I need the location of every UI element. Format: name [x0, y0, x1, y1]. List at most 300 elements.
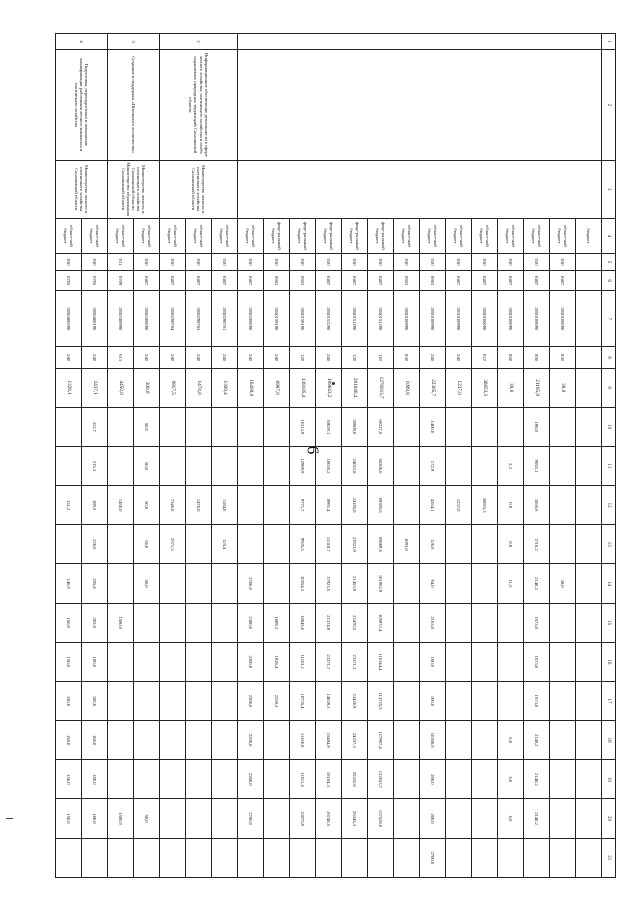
year-value-cell: [186, 407, 212, 446]
year-value-cell: 200,0: [420, 760, 446, 799]
year-value-cell: [576, 446, 602, 485]
funding-source-cell: област-ной бюджет: [446, 218, 472, 253]
year-value-cell: 17923,5: [316, 564, 342, 603]
year-value-cell: 94,0: [420, 564, 446, 603]
year-value-cell: [394, 799, 420, 838]
year-value-cell: 12909,9: [290, 446, 316, 485]
year-value-cell: [212, 721, 238, 760]
total-value-cell: 281046,4: [342, 368, 368, 407]
budget-table: [55, 33, 616, 878]
year-value-cell: 180,0: [82, 760, 108, 799]
year-value-cell: [264, 838, 290, 877]
target-article-cell: 2050298763: [186, 291, 212, 347]
year-value-cell: [550, 681, 576, 720]
year-value-cell: [108, 564, 134, 603]
year-value-cell: [446, 760, 472, 799]
year-value-cell: 220,0: [82, 525, 108, 564]
grbs-code-cell: 030: [212, 254, 238, 271]
section-code-cell: 0407: [316, 271, 342, 291]
year-value-cell: [186, 603, 212, 642]
year-value-cell: [394, 564, 420, 603]
section-code-cell: 0407: [186, 271, 212, 291]
year-value-cell: 2148,2: [524, 760, 550, 799]
year-value-cell: [264, 525, 290, 564]
section-code-cell: 0705: [82, 271, 108, 291]
page-number: 6: [303, 445, 323, 455]
year-value-cell: [160, 603, 186, 642]
target-article-cell: 2050100990: [420, 291, 446, 347]
total-value-cell: 6987,0: [264, 368, 290, 407]
header-cell: 10: [602, 407, 616, 446]
grbs-code-cell: 030: [550, 254, 576, 271]
year-value-cell: 16313,9: [290, 407, 316, 446]
year-value-cell: [160, 721, 186, 760]
expense-type-cell: 850: [498, 347, 524, 368]
year-value-cell: [368, 838, 394, 877]
year-value-cell: [576, 681, 602, 720]
expense-type-cell: 240: [264, 347, 290, 368]
year-value-cell: 122653,7: [368, 760, 394, 799]
expense-type-cell: 240: [316, 347, 342, 368]
year-value-cell: 69889,6: [368, 525, 394, 564]
year-value-cell: [56, 838, 82, 877]
table-row: [82, 34, 108, 878]
target-article-cell: 2010100990: [446, 291, 472, 347]
year-value-cell: [108, 721, 134, 760]
year-value-cell: 205,8: [82, 564, 108, 603]
total-value-cell: 39,6: [498, 368, 524, 407]
year-value-cell: 101962,9: [368, 564, 394, 603]
total-value-cell: 9917,5: [160, 368, 186, 407]
grbs-code-cell: 030: [420, 254, 446, 271]
target-article-cell: 2050100090: [472, 291, 498, 347]
expense-type-cell: 622: [472, 347, 498, 368]
year-value-cell: [394, 446, 420, 485]
year-value-cell: 50,0: [134, 486, 160, 525]
funding-source-cell: феде-ральный бюджет: [264, 218, 290, 253]
year-value-cell: [576, 564, 602, 603]
year-value-cell: 21923,9: [342, 525, 368, 564]
funding-source-cell: област-ной бюджет: [550, 218, 576, 253]
header-cell: 14: [602, 564, 616, 603]
year-value-cell: [472, 799, 498, 838]
year-value-cell: [238, 407, 264, 446]
year-value-cell: 2259,3: [264, 681, 290, 720]
year-value-cell: 150,0: [56, 603, 82, 642]
year-value-cell: 15484,9: [316, 721, 342, 760]
funding-source-cell: област-ной бюджет: [212, 218, 238, 253]
funding-source-cell: област-ной бюджет: [472, 218, 498, 253]
year-value-cell: 127528,6: [368, 799, 394, 838]
year-value-cell: [212, 838, 238, 877]
grbs-code-cell: 030: [134, 254, 160, 271]
year-value-cell: 172,9: [420, 446, 446, 485]
year-value-cell: 11166,8: [290, 721, 316, 760]
year-value-cell: [472, 446, 498, 485]
expense-type-cell: 120: [342, 347, 368, 368]
year-value-cell: [212, 642, 238, 681]
section-code-cell: 0407: [212, 271, 238, 291]
year-value-cell: [550, 721, 576, 760]
target-article-cell: 2050400590: [56, 291, 82, 347]
year-value-cell: 150,0: [56, 681, 82, 720]
year-value-cell: 2148,2: [524, 721, 550, 760]
year-value-cell: [134, 642, 160, 681]
year-value-cell: [134, 838, 160, 877]
total-value-cell: 138105,4: [290, 368, 316, 407]
year-value-cell: [186, 799, 212, 838]
year-value-cell: [264, 407, 290, 446]
year-value-cell: 26345,3: [342, 799, 368, 838]
section-code-cell: 0407: [524, 271, 550, 291]
year-value-cell: [394, 603, 420, 642]
total-value-cell: 1276013,7: [368, 368, 394, 407]
expense-type-cell: 240: [56, 347, 82, 368]
year-value-cell: 14839,3: [316, 681, 342, 720]
year-value-cell: [108, 446, 134, 485]
row-number-cell: 2: [160, 34, 238, 50]
rotated-table-wrapper: [63, 33, 616, 878]
year-value-cell: [446, 407, 472, 446]
section-code-cell: 0407: [472, 271, 498, 291]
year-value-cell: [160, 642, 186, 681]
year-value-cell: 22470,5: [342, 603, 368, 642]
year-value-cell: 120,6: [420, 525, 446, 564]
year-value-cell: [160, 564, 186, 603]
year-value-cell: 200,0: [420, 799, 446, 838]
year-value-cell: [160, 760, 186, 799]
funding-source-cell: феде-ральный бюджет: [368, 218, 394, 253]
year-value-cell: [472, 642, 498, 681]
target-article-cell: 2050151290: [342, 291, 368, 347]
table-row: [576, 34, 602, 878]
year-value-cell: 100,0: [420, 681, 446, 720]
year-value-cell: 1673,0: [524, 642, 550, 681]
section-code-cell: 0407: [368, 271, 394, 291]
funding-source-cell: област-ной бюджет: [524, 218, 550, 253]
year-value-cell: 1716,2: [524, 525, 550, 564]
expense-type-cell: 240: [186, 347, 212, 368]
year-value-cell: [446, 525, 472, 564]
year-value-cell: [212, 446, 238, 485]
year-value-cell: [550, 446, 576, 485]
year-value-cell: [108, 407, 134, 446]
year-value-cell: 10554,3: [290, 564, 316, 603]
section-code-cell: 0407: [342, 271, 368, 291]
year-value-cell: 117907,4: [368, 721, 394, 760]
year-value-cell: 2200,0: [238, 642, 264, 681]
executor-cell: Министерство лесного и охотничьего хозяйства Сахалинской области, Министерство образования Сахалинской области: [108, 160, 160, 218]
total-value-cell: 21185,9: [524, 368, 550, 407]
grbs-code-cell: 030: [368, 254, 394, 271]
year-value-cell: [576, 407, 602, 446]
header-cell: 16: [602, 642, 616, 681]
total-value-cell: 1328,1: [56, 368, 82, 407]
year-value-cell: 215,3: [82, 446, 108, 485]
year-value-cell: 25332,0: [342, 760, 368, 799]
year-value-cell: 69395,6: [368, 486, 394, 525]
row-number-cell: [238, 34, 602, 50]
year-value-cell: [108, 681, 134, 720]
year-value-cell: 6,0: [498, 721, 524, 760]
year-value-cell: [472, 603, 498, 642]
year-value-cell: 198,0: [524, 407, 550, 446]
year-value-cell: 150,0: [56, 642, 82, 681]
year-value-cell: 1450,0: [108, 486, 134, 525]
year-value-cell: 10029,1: [316, 407, 342, 446]
section-code-cell: 0407: [238, 271, 264, 291]
section-code-cell: 0705: [56, 271, 82, 291]
target-article-cell: 2050300990: [108, 291, 134, 347]
funding-source-cell: област-ной бюджет: [186, 218, 212, 253]
event-title-cell: Информационное обеспечение деятельности в сфере лесного хозяйства, охотничьего хозяйства и особо охраняемых природных территорий Сахалинской области: [160, 50, 238, 161]
total-value-cell: [576, 368, 602, 407]
year-value-cell: [264, 564, 290, 603]
funding-source-cell: феде-ральный бюджет: [316, 218, 342, 253]
year-value-cell: 9925,5: [290, 525, 316, 564]
year-value-cell: 10035,2: [316, 446, 342, 485]
grbs-code-cell: 030: [238, 254, 264, 271]
grbs-code-cell: 030: [186, 254, 212, 271]
total-value-cell: 38,0: [550, 368, 576, 407]
year-value-cell: 180,0: [82, 799, 108, 838]
year-value-cell: [316, 838, 342, 877]
year-value-cell: [186, 525, 212, 564]
year-value-cell: 1856,6: [524, 486, 550, 525]
year-value-cell: 38,0: [550, 564, 576, 603]
year-value-cell: 1673,0: [524, 681, 550, 720]
grbs-code-cell: 030: [82, 254, 108, 271]
year-value-cell: 180,0: [82, 642, 108, 681]
year-value-cell: [212, 799, 238, 838]
year-value-cell: 1500,0: [108, 799, 134, 838]
grbs-code-cell: [576, 254, 602, 271]
year-value-cell: [472, 407, 498, 446]
target-article-cell: [576, 291, 602, 347]
year-value-cell: 1093,8: [394, 525, 420, 564]
year-value-cell: [238, 446, 264, 485]
header-cell: 11: [602, 446, 616, 485]
header-cell: 15: [602, 603, 616, 642]
year-value-cell: 2163,0: [420, 603, 446, 642]
header-cell: 18: [602, 721, 616, 760]
year-value-cell: [576, 799, 602, 838]
header-cell: 12: [602, 486, 616, 525]
year-value-cell: 2200,0: [238, 681, 264, 720]
year-value-cell: 11318,7: [316, 525, 342, 564]
year-value-cell: 2571,5: [160, 525, 186, 564]
expense-type-cell: 120: [290, 347, 316, 368]
section-code-cell: 0407: [160, 271, 186, 291]
year-value-cell: 11611,4: [290, 760, 316, 799]
grbs-code-cell: 030: [472, 254, 498, 271]
year-value-cell: [394, 760, 420, 799]
year-value-cell: [160, 407, 186, 446]
section-code-cell: 0603: [264, 271, 290, 291]
total-value-cell: 1309,4: [212, 368, 238, 407]
year-value-cell: 0,9: [498, 525, 524, 564]
year-value-cell: [212, 760, 238, 799]
target-article-cell: 2050100090: [498, 291, 524, 347]
section-code-cell: 0709: [108, 271, 134, 291]
year-value-cell: 2148,2: [524, 564, 550, 603]
year-value-cell: 50,0: [134, 525, 160, 564]
year-value-cell: 1470,0: [186, 486, 212, 525]
grbs-code-cell: 030: [264, 254, 290, 271]
year-value-cell: 10845,6: [290, 603, 316, 642]
year-value-cell: [550, 525, 576, 564]
year-value-cell: [394, 486, 420, 525]
year-value-cell: [160, 838, 186, 877]
expense-type-cell: 850: [524, 347, 550, 368]
year-value-cell: 131,2: [56, 486, 82, 525]
executor-cell: Министерство лесного и охотничьего хозяйства Сахалинской области: [56, 160, 108, 218]
target-article-cell: 2050100090: [550, 291, 576, 347]
year-value-cell: 11101,1: [290, 642, 316, 681]
funding-source-cell: област-ной бюджет: [498, 218, 524, 253]
year-value-cell: [576, 838, 602, 877]
grbs-code-cell: 030: [290, 254, 316, 271]
year-value-cell: [498, 681, 524, 720]
year-value-cell: [394, 838, 420, 877]
year-value-cell: 10300,0: [420, 721, 446, 760]
year-value-cell: 50,0: [134, 446, 160, 485]
header-cell: 8: [602, 347, 616, 368]
grbs-code-cell: 030: [342, 254, 368, 271]
year-value-cell: 1184,0: [212, 486, 238, 525]
expense-type-cell: 240: [160, 347, 186, 368]
year-value-cell: [472, 721, 498, 760]
year-value-cell: [82, 838, 108, 877]
year-value-cell: 9055,1: [524, 446, 550, 485]
expense-type-cell: [576, 347, 602, 368]
year-value-cell: [108, 525, 134, 564]
header-cell: 5: [602, 254, 616, 271]
header-cell: 7: [602, 291, 616, 347]
header-cell: 19: [602, 760, 616, 799]
year-value-cell: [576, 486, 602, 525]
year-value-cell: [160, 446, 186, 485]
year-value-cell: 150,0: [56, 721, 82, 760]
expense-type-cell: 613: [108, 347, 134, 368]
grbs-code-cell: 030: [524, 254, 550, 271]
funding-source-cell: област-ной бюджет: [394, 218, 420, 253]
year-value-cell: 20609,0: [342, 407, 368, 446]
year-value-cell: 312,7: [82, 407, 108, 446]
section-code-cell: 0407: [446, 271, 472, 291]
year-value-cell: [524, 838, 550, 877]
expense-type-cell: 830: [394, 347, 420, 368]
event-title-cell: [238, 50, 602, 161]
target-article-cell: 2050300090: [134, 291, 160, 347]
header-cell: 4: [602, 218, 616, 253]
funding-source-cell: област-ной бюджет: [134, 218, 160, 253]
year-value-cell: [134, 603, 160, 642]
year-value-cell: 1400,0: [420, 407, 446, 446]
year-value-cell: 7346,0: [160, 486, 186, 525]
year-value-cell: [550, 486, 576, 525]
year-value-cell: [56, 407, 82, 446]
event-title-cell: Создание и поддержка «Школьного лесничества»: [108, 50, 160, 161]
year-value-cell: [446, 838, 472, 877]
year-value-cell: 10735,4: [290, 681, 316, 720]
year-value-cell: [446, 564, 472, 603]
funding-source-cell: област-ной бюджет: [420, 218, 446, 253]
year-value-cell: 50,0: [134, 564, 160, 603]
target-article-cell: 2050159190: [290, 291, 316, 347]
funding-source-cell: област-ной бюджет: [82, 218, 108, 253]
year-value-cell: [394, 642, 420, 681]
year-value-cell: 125,4: [212, 525, 238, 564]
event-title-cell: Подготовка, переподготовка и повышение квалификации работников лесного комплекса и охотничьего хозяйства: [56, 50, 108, 161]
row-number-cell: 4: [56, 34, 108, 50]
section-code-cell: 0407: [134, 271, 160, 291]
year-value-cell: [576, 525, 602, 564]
year-value-cell: [472, 525, 498, 564]
header-cell: 3: [602, 160, 616, 218]
year-value-cell: 146,9: [56, 564, 82, 603]
year-value-cell: 16748,5: [316, 799, 342, 838]
year-value-cell: 50,0: [134, 799, 160, 838]
section-code-cell: 0603: [420, 271, 446, 291]
expense-type-cell: 240: [82, 347, 108, 368]
year-value-cell: 2200,0: [238, 760, 264, 799]
total-value-cell: 4450,0: [108, 368, 134, 407]
year-value-cell: [264, 446, 290, 485]
year-value-cell: 180,0: [82, 681, 108, 720]
year-value-cell: [472, 564, 498, 603]
year-value-cell: 21453,9: [342, 564, 368, 603]
grbs-code-cell: 030: [394, 254, 420, 271]
year-value-cell: 2700,0: [238, 799, 264, 838]
year-value-cell: 189,5: [82, 486, 108, 525]
year-value-cell: [394, 721, 420, 760]
year-value-cell: 2200,0: [238, 721, 264, 760]
expense-type-cell: 110: [368, 347, 394, 368]
target-article-cell: 2050100090: [524, 291, 550, 347]
table-row: [134, 34, 160, 878]
year-value-cell: [472, 838, 498, 877]
year-value-cell: [186, 446, 212, 485]
year-value-cell: 36853,3: [472, 486, 498, 525]
year-value-cell: 202,8: [82, 603, 108, 642]
total-value-cell: 36853,3: [472, 368, 498, 407]
year-value-cell: [446, 603, 472, 642]
year-value-cell: [264, 799, 290, 838]
year-value-cell: [238, 838, 264, 877]
year-value-cell: [550, 838, 576, 877]
year-value-cell: 0,9: [498, 486, 524, 525]
year-value-cell: 9771,7: [290, 486, 316, 525]
header-cell: 17: [602, 681, 616, 720]
header-cell: 9: [602, 368, 616, 407]
year-value-cell: 4354,1: [420, 486, 446, 525]
year-value-cell: [160, 681, 186, 720]
year-value-cell: [134, 760, 160, 799]
section-code-cell: 0407: [550, 271, 576, 291]
grbs-code-cell: 030: [446, 254, 472, 271]
year-value-cell: [186, 838, 212, 877]
year-value-cell: 8991,4: [316, 486, 342, 525]
year-value-cell: 23371,7: [316, 642, 342, 681]
target-article-cell: 2050298761: [212, 291, 238, 347]
total-value-cell: 1099,8: [394, 368, 420, 407]
target-article-cell: 2050298764: [160, 291, 186, 347]
target-article-cell: 2050151290: [316, 291, 342, 347]
section-code-cell: 0603: [394, 271, 420, 291]
total-value-cell: 1237,0: [446, 368, 472, 407]
year-value-cell: 100,0: [420, 642, 446, 681]
